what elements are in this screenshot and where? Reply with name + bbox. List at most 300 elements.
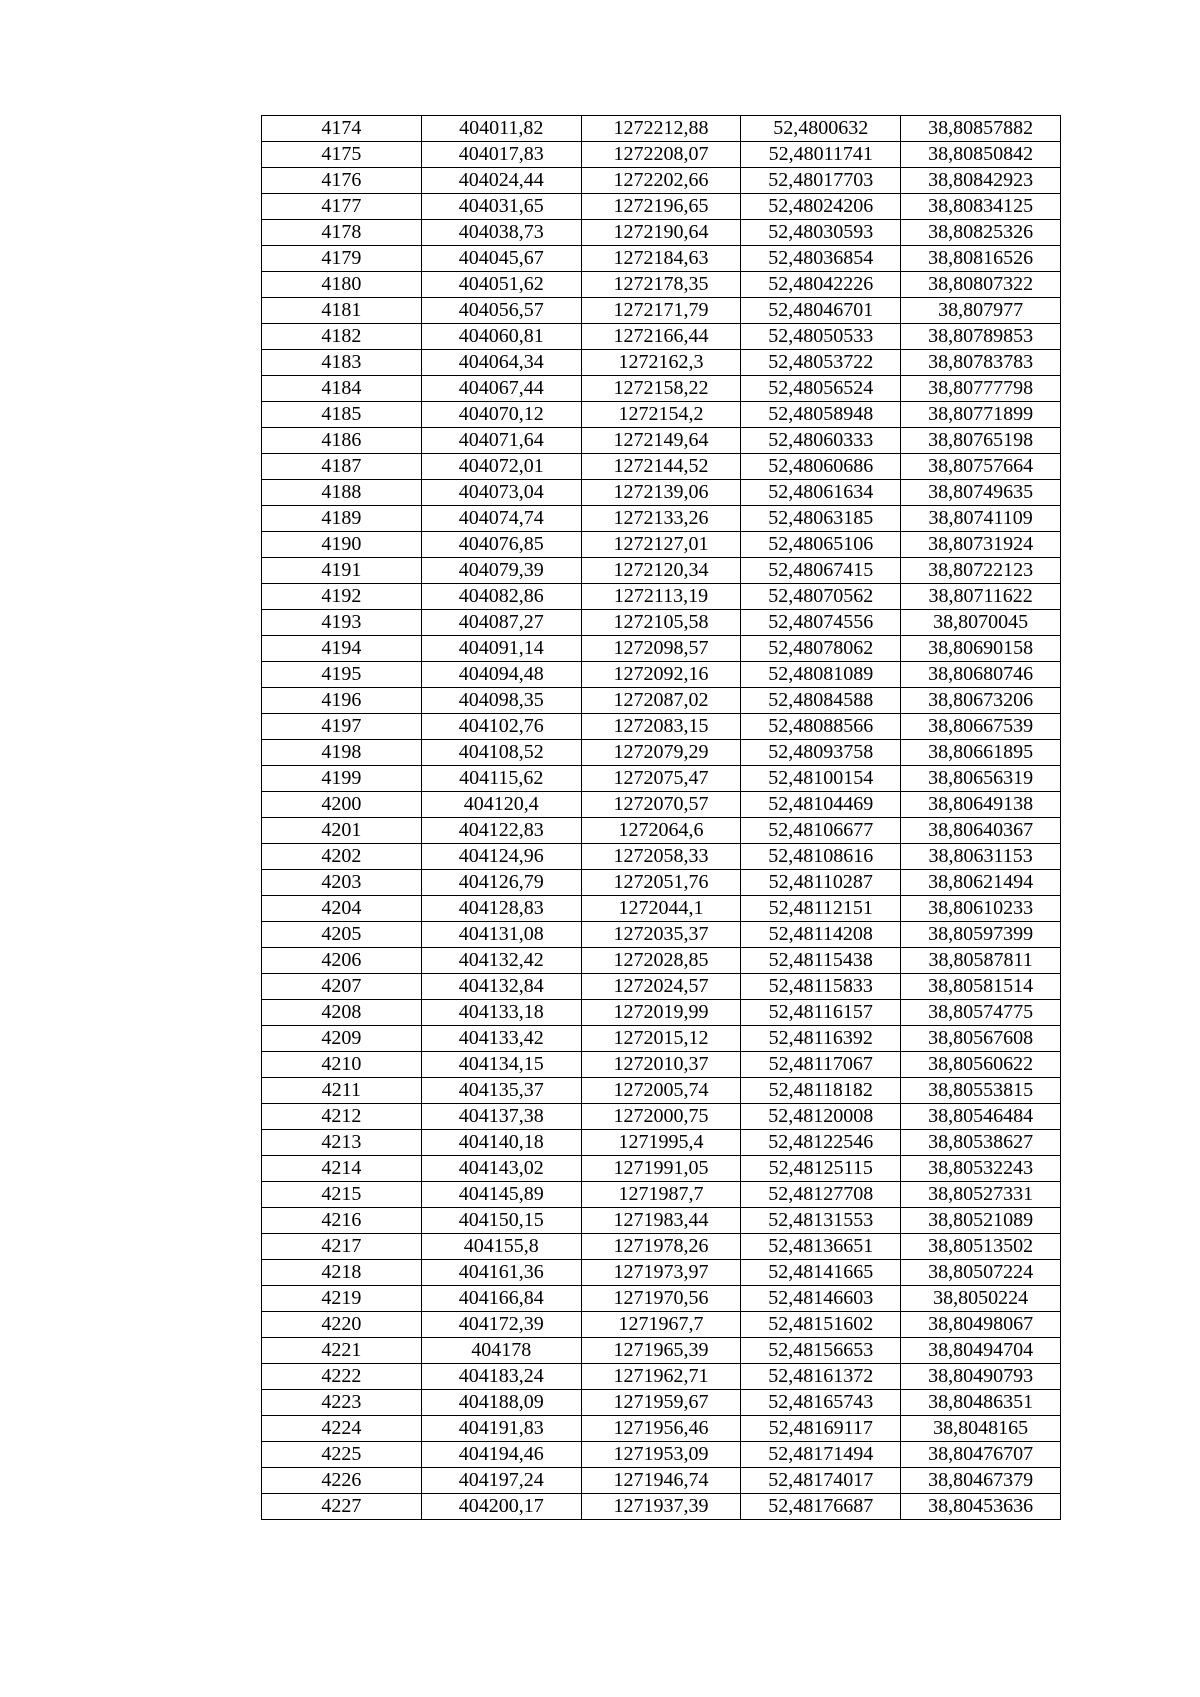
latitude-cell: 52,48067415 [741, 558, 901, 584]
y-coordinate-cell: 1272079,29 [581, 740, 741, 766]
x-coordinate-cell: 404188,09 [421, 1390, 581, 1416]
longitude-cell: 38,80834125 [901, 194, 1061, 220]
point-number-cell: 4177 [262, 194, 422, 220]
table-row [262, 1494, 1061, 1520]
latitude-cell: 52,48058948 [741, 402, 901, 428]
latitude-cell: 52,48100154 [741, 766, 901, 792]
point-number-cell: 4179 [262, 246, 422, 272]
latitude-cell: 52,48024206 [741, 194, 901, 220]
latitude-cell: 52,48146603 [741, 1286, 901, 1312]
x-coordinate-cell: 404122,83 [421, 818, 581, 844]
table-row [262, 1468, 1061, 1494]
latitude-cell: 52,48088566 [741, 714, 901, 740]
latitude-cell: 52,48060686 [741, 454, 901, 480]
latitude-cell: 52,48017703 [741, 168, 901, 194]
point-number-cell: 4181 [262, 298, 422, 324]
y-coordinate-cell: 1271956,46 [581, 1416, 741, 1442]
point-number-cell: 4191 [262, 558, 422, 584]
point-number-cell: 4198 [262, 740, 422, 766]
point-number-cell: 4197 [262, 714, 422, 740]
point-number-cell: 4224 [262, 1416, 422, 1442]
longitude-cell: 38,80789853 [901, 324, 1061, 350]
y-coordinate-cell: 1272015,12 [581, 1026, 741, 1052]
point-number-cell: 4219 [262, 1286, 422, 1312]
longitude-cell: 38,80486351 [901, 1390, 1061, 1416]
x-coordinate-cell: 404120,4 [421, 792, 581, 818]
longitude-cell: 38,80722123 [901, 558, 1061, 584]
table-row [262, 714, 1061, 740]
latitude-cell: 52,48053722 [741, 350, 901, 376]
y-coordinate-cell: 1272075,47 [581, 766, 741, 792]
x-coordinate-cell: 404045,67 [421, 246, 581, 272]
table-row [262, 1026, 1061, 1052]
y-coordinate-cell: 1271953,09 [581, 1442, 741, 1468]
longitude-cell: 38,80513502 [901, 1234, 1061, 1260]
x-coordinate-cell: 404191,83 [421, 1416, 581, 1442]
x-coordinate-cell: 404087,27 [421, 610, 581, 636]
y-coordinate-cell: 1271959,67 [581, 1390, 741, 1416]
x-coordinate-cell: 404064,34 [421, 350, 581, 376]
table-row [262, 948, 1061, 974]
point-number-cell: 4192 [262, 584, 422, 610]
y-coordinate-cell: 1272105,58 [581, 610, 741, 636]
x-coordinate-cell: 404038,73 [421, 220, 581, 246]
latitude-cell: 52,48112151 [741, 896, 901, 922]
point-number-cell: 4189 [262, 506, 422, 532]
longitude-cell: 38,80538627 [901, 1130, 1061, 1156]
y-coordinate-cell: 1271978,26 [581, 1234, 741, 1260]
y-coordinate-cell: 1271973,97 [581, 1260, 741, 1286]
longitude-cell: 38,80546484 [901, 1104, 1061, 1130]
x-coordinate-cell: 404134,15 [421, 1052, 581, 1078]
point-number-cell: 4178 [262, 220, 422, 246]
table-row [262, 1208, 1061, 1234]
y-coordinate-cell: 1272133,26 [581, 506, 741, 532]
y-coordinate-cell: 1272058,33 [581, 844, 741, 870]
y-coordinate-cell: 1272044,1 [581, 896, 741, 922]
y-coordinate-cell: 1272098,57 [581, 636, 741, 662]
longitude-cell: 38,80560622 [901, 1052, 1061, 1078]
table-row [262, 1338, 1061, 1364]
longitude-cell: 38,80567608 [901, 1026, 1061, 1052]
table-row [262, 1052, 1061, 1078]
point-number-cell: 4210 [262, 1052, 422, 1078]
point-number-cell: 4206 [262, 948, 422, 974]
point-number-cell: 4187 [262, 454, 422, 480]
table-row [262, 1286, 1061, 1312]
table-row [262, 610, 1061, 636]
latitude-cell: 52,4800632 [741, 116, 901, 142]
latitude-cell: 52,48110287 [741, 870, 901, 896]
x-coordinate-cell: 404017,83 [421, 142, 581, 168]
table-row [262, 506, 1061, 532]
point-number-cell: 4225 [262, 1442, 422, 1468]
table-row [262, 636, 1061, 662]
latitude-cell: 52,48120008 [741, 1104, 901, 1130]
longitude-cell: 38,80783783 [901, 350, 1061, 376]
latitude-cell: 52,48070562 [741, 584, 901, 610]
y-coordinate-cell: 1271991,05 [581, 1156, 741, 1182]
x-coordinate-cell: 404031,65 [421, 194, 581, 220]
longitude-cell: 38,80467379 [901, 1468, 1061, 1494]
latitude-cell: 52,48136651 [741, 1234, 901, 1260]
latitude-cell: 52,48060333 [741, 428, 901, 454]
latitude-cell: 52,48063185 [741, 506, 901, 532]
table-row [262, 584, 1061, 610]
point-number-cell: 4193 [262, 610, 422, 636]
point-number-cell: 4194 [262, 636, 422, 662]
x-coordinate-cell: 404178 [421, 1338, 581, 1364]
y-coordinate-cell: 1272028,85 [581, 948, 741, 974]
point-number-cell: 4208 [262, 1000, 422, 1026]
longitude-cell: 38,80597399 [901, 922, 1061, 948]
point-number-cell: 4221 [262, 1338, 422, 1364]
x-coordinate-cell: 404115,62 [421, 766, 581, 792]
point-number-cell: 4218 [262, 1260, 422, 1286]
point-number-cell: 4222 [262, 1364, 422, 1390]
y-coordinate-cell: 1272184,63 [581, 246, 741, 272]
table-row [262, 324, 1061, 350]
point-number-cell: 4205 [262, 922, 422, 948]
latitude-cell: 52,48106677 [741, 818, 901, 844]
y-coordinate-cell: 1271937,39 [581, 1494, 741, 1520]
longitude-cell: 38,80453636 [901, 1494, 1061, 1520]
latitude-cell: 52,48161372 [741, 1364, 901, 1390]
longitude-cell: 38,80777798 [901, 376, 1061, 402]
coordinates-table-body [262, 116, 1061, 1520]
point-number-cell: 4211 [262, 1078, 422, 1104]
longitude-cell: 38,807977 [901, 298, 1061, 324]
longitude-cell: 38,80527331 [901, 1182, 1061, 1208]
y-coordinate-cell: 1271967,7 [581, 1312, 741, 1338]
y-coordinate-cell: 1272127,01 [581, 532, 741, 558]
point-number-cell: 4220 [262, 1312, 422, 1338]
y-coordinate-cell: 1272158,22 [581, 376, 741, 402]
longitude-cell: 38,8048165 [901, 1416, 1061, 1442]
point-number-cell: 4213 [262, 1130, 422, 1156]
x-coordinate-cell: 404067,44 [421, 376, 581, 402]
table-row [262, 532, 1061, 558]
x-coordinate-cell: 404133,18 [421, 1000, 581, 1026]
latitude-cell: 52,48131553 [741, 1208, 901, 1234]
y-coordinate-cell: 1272024,57 [581, 974, 741, 1000]
latitude-cell: 52,48093758 [741, 740, 901, 766]
latitude-cell: 52,48056524 [741, 376, 901, 402]
point-number-cell: 4174 [262, 116, 422, 142]
y-coordinate-cell: 1272087,02 [581, 688, 741, 714]
longitude-cell: 38,80690158 [901, 636, 1061, 662]
latitude-cell: 52,48115438 [741, 948, 901, 974]
longitude-cell: 38,80661895 [901, 740, 1061, 766]
latitude-cell: 52,48108616 [741, 844, 901, 870]
x-coordinate-cell: 404108,52 [421, 740, 581, 766]
y-coordinate-cell: 1272196,65 [581, 194, 741, 220]
latitude-cell: 52,48171494 [741, 1442, 901, 1468]
point-number-cell: 4195 [262, 662, 422, 688]
y-coordinate-cell: 1272162,3 [581, 350, 741, 376]
table-row [262, 428, 1061, 454]
longitude-cell: 38,80711622 [901, 584, 1061, 610]
x-coordinate-cell: 404194,46 [421, 1442, 581, 1468]
x-coordinate-cell: 404197,24 [421, 1468, 581, 1494]
y-coordinate-cell: 1272005,74 [581, 1078, 741, 1104]
longitude-cell: 38,80490793 [901, 1364, 1061, 1390]
longitude-cell: 38,80553815 [901, 1078, 1061, 1104]
table-row [262, 272, 1061, 298]
table-row [262, 220, 1061, 246]
longitude-cell: 38,80757664 [901, 454, 1061, 480]
y-coordinate-cell: 1271983,44 [581, 1208, 741, 1234]
latitude-cell: 52,48151602 [741, 1312, 901, 1338]
y-coordinate-cell: 1272064,6 [581, 818, 741, 844]
table-row [262, 1078, 1061, 1104]
table-row [262, 1000, 1061, 1026]
y-coordinate-cell: 1271965,39 [581, 1338, 741, 1364]
x-coordinate-cell: 404070,12 [421, 402, 581, 428]
x-coordinate-cell: 404071,64 [421, 428, 581, 454]
x-coordinate-cell: 404091,14 [421, 636, 581, 662]
table-row [262, 298, 1061, 324]
x-coordinate-cell: 404172,39 [421, 1312, 581, 1338]
x-coordinate-cell: 404133,42 [421, 1026, 581, 1052]
point-number-cell: 4216 [262, 1208, 422, 1234]
y-coordinate-cell: 1272171,79 [581, 298, 741, 324]
longitude-cell: 38,80816526 [901, 246, 1061, 272]
table-row [262, 1260, 1061, 1286]
latitude-cell: 52,48174017 [741, 1468, 901, 1494]
point-number-cell: 4196 [262, 688, 422, 714]
x-coordinate-cell: 404082,86 [421, 584, 581, 610]
longitude-cell: 38,80741109 [901, 506, 1061, 532]
table-row [262, 116, 1061, 142]
x-coordinate-cell: 404131,08 [421, 922, 581, 948]
longitude-cell: 38,80850842 [901, 142, 1061, 168]
table-row [262, 688, 1061, 714]
point-number-cell: 4186 [262, 428, 422, 454]
y-coordinate-cell: 1272010,37 [581, 1052, 741, 1078]
longitude-cell: 38,80610233 [901, 896, 1061, 922]
point-number-cell: 4214 [262, 1156, 422, 1182]
latitude-cell: 52,48030593 [741, 220, 901, 246]
table-row [262, 1130, 1061, 1156]
latitude-cell: 52,48165743 [741, 1390, 901, 1416]
point-number-cell: 4212 [262, 1104, 422, 1130]
x-coordinate-cell: 404073,04 [421, 480, 581, 506]
y-coordinate-cell: 1272083,15 [581, 714, 741, 740]
y-coordinate-cell: 1272035,37 [581, 922, 741, 948]
table-row [262, 1156, 1061, 1182]
latitude-cell: 52,48061634 [741, 480, 901, 506]
point-number-cell: 4182 [262, 324, 422, 350]
x-coordinate-cell: 404183,24 [421, 1364, 581, 1390]
longitude-cell: 38,80765198 [901, 428, 1061, 454]
y-coordinate-cell: 1272051,76 [581, 870, 741, 896]
latitude-cell: 52,48042226 [741, 272, 901, 298]
x-coordinate-cell: 404124,96 [421, 844, 581, 870]
table-row [262, 1364, 1061, 1390]
x-coordinate-cell: 404094,48 [421, 662, 581, 688]
longitude-cell: 38,80476707 [901, 1442, 1061, 1468]
latitude-cell: 52,48116157 [741, 1000, 901, 1026]
y-coordinate-cell: 1272070,57 [581, 792, 741, 818]
point-number-cell: 4185 [262, 402, 422, 428]
x-coordinate-cell: 404074,74 [421, 506, 581, 532]
y-coordinate-cell: 1272154,2 [581, 402, 741, 428]
x-coordinate-cell: 404072,01 [421, 454, 581, 480]
table-row [262, 454, 1061, 480]
x-coordinate-cell: 404051,62 [421, 272, 581, 298]
table-row [262, 766, 1061, 792]
longitude-cell: 38,80673206 [901, 688, 1061, 714]
y-coordinate-cell: 1271962,71 [581, 1364, 741, 1390]
table-row [262, 1104, 1061, 1130]
longitude-cell: 38,80842923 [901, 168, 1061, 194]
table-row [262, 1234, 1061, 1260]
x-coordinate-cell: 404011,82 [421, 116, 581, 142]
longitude-cell: 38,80656319 [901, 766, 1061, 792]
x-coordinate-cell: 404079,39 [421, 558, 581, 584]
table-row [262, 922, 1061, 948]
point-number-cell: 4203 [262, 870, 422, 896]
table-row [262, 1416, 1061, 1442]
y-coordinate-cell: 1272019,99 [581, 1000, 741, 1026]
latitude-cell: 52,48117067 [741, 1052, 901, 1078]
latitude-cell: 52,48081089 [741, 662, 901, 688]
x-coordinate-cell: 404140,18 [421, 1130, 581, 1156]
longitude-cell: 38,80825326 [901, 220, 1061, 246]
table-row [262, 558, 1061, 584]
latitude-cell: 52,48114208 [741, 922, 901, 948]
table-row [262, 402, 1061, 428]
coordinates-table [261, 115, 1061, 1520]
longitude-cell: 38,80771899 [901, 402, 1061, 428]
longitude-cell: 38,80521089 [901, 1208, 1061, 1234]
longitude-cell: 38,80494704 [901, 1338, 1061, 1364]
y-coordinate-cell: 1272113,19 [581, 584, 741, 610]
latitude-cell: 52,48011741 [741, 142, 901, 168]
longitude-cell: 38,8050224 [901, 1286, 1061, 1312]
table-row [262, 194, 1061, 220]
x-coordinate-cell: 404137,38 [421, 1104, 581, 1130]
table-row [262, 792, 1061, 818]
point-number-cell: 4202 [262, 844, 422, 870]
table-row [262, 376, 1061, 402]
latitude-cell: 52,48156653 [741, 1338, 901, 1364]
y-coordinate-cell: 1272139,06 [581, 480, 741, 506]
table-row [262, 896, 1061, 922]
latitude-cell: 52,48122546 [741, 1130, 901, 1156]
table-row [262, 974, 1061, 1000]
table-row [262, 142, 1061, 168]
table-row [262, 350, 1061, 376]
latitude-cell: 52,48084588 [741, 688, 901, 714]
point-number-cell: 4200 [262, 792, 422, 818]
y-coordinate-cell: 1272166,44 [581, 324, 741, 350]
x-coordinate-cell: 404132,84 [421, 974, 581, 1000]
x-coordinate-cell: 404128,83 [421, 896, 581, 922]
x-coordinate-cell: 404200,17 [421, 1494, 581, 1520]
x-coordinate-cell: 404060,81 [421, 324, 581, 350]
longitude-cell: 38,80680746 [901, 662, 1061, 688]
y-coordinate-cell: 1272208,07 [581, 142, 741, 168]
point-number-cell: 4184 [262, 376, 422, 402]
x-coordinate-cell: 404102,76 [421, 714, 581, 740]
latitude-cell: 52,48046701 [741, 298, 901, 324]
point-number-cell: 4176 [262, 168, 422, 194]
x-coordinate-cell: 404143,02 [421, 1156, 581, 1182]
longitude-cell: 38,80631153 [901, 844, 1061, 870]
longitude-cell: 38,80649138 [901, 792, 1061, 818]
point-number-cell: 4201 [262, 818, 422, 844]
point-number-cell: 4199 [262, 766, 422, 792]
y-coordinate-cell: 1272120,34 [581, 558, 741, 584]
longitude-cell: 38,80749635 [901, 480, 1061, 506]
latitude-cell: 52,48118182 [741, 1078, 901, 1104]
x-coordinate-cell: 404126,79 [421, 870, 581, 896]
point-number-cell: 4209 [262, 1026, 422, 1052]
longitude-cell: 38,80667539 [901, 714, 1061, 740]
table-row [262, 1182, 1061, 1208]
table-row [262, 1312, 1061, 1338]
longitude-cell: 38,80574775 [901, 1000, 1061, 1026]
x-coordinate-cell: 404145,89 [421, 1182, 581, 1208]
x-coordinate-cell: 404076,85 [421, 532, 581, 558]
latitude-cell: 52,48127708 [741, 1182, 901, 1208]
table-row [262, 662, 1061, 688]
point-number-cell: 4223 [262, 1390, 422, 1416]
y-coordinate-cell: 1272178,35 [581, 272, 741, 298]
x-coordinate-cell: 404098,35 [421, 688, 581, 714]
table-row [262, 246, 1061, 272]
x-coordinate-cell: 404161,36 [421, 1260, 581, 1286]
y-coordinate-cell: 1271970,56 [581, 1286, 741, 1312]
y-coordinate-cell: 1272092,16 [581, 662, 741, 688]
x-coordinate-cell: 404155,8 [421, 1234, 581, 1260]
point-number-cell: 4190 [262, 532, 422, 558]
longitude-cell: 38,80587811 [901, 948, 1061, 974]
x-coordinate-cell: 404135,37 [421, 1078, 581, 1104]
x-coordinate-cell: 404056,57 [421, 298, 581, 324]
y-coordinate-cell: 1272190,64 [581, 220, 741, 246]
point-number-cell: 4175 [262, 142, 422, 168]
point-number-cell: 4207 [262, 974, 422, 1000]
longitude-cell: 38,80640367 [901, 818, 1061, 844]
table-row [262, 818, 1061, 844]
point-number-cell: 4227 [262, 1494, 422, 1520]
table-row [262, 1390, 1061, 1416]
latitude-cell: 52,48074556 [741, 610, 901, 636]
y-coordinate-cell: 1272149,64 [581, 428, 741, 454]
latitude-cell: 52,48116392 [741, 1026, 901, 1052]
longitude-cell: 38,80581514 [901, 974, 1061, 1000]
y-coordinate-cell: 1272000,75 [581, 1104, 741, 1130]
x-coordinate-cell: 404166,84 [421, 1286, 581, 1312]
latitude-cell: 52,48065106 [741, 532, 901, 558]
y-coordinate-cell: 1271987,7 [581, 1182, 741, 1208]
longitude-cell: 38,80532243 [901, 1156, 1061, 1182]
y-coordinate-cell: 1271946,74 [581, 1468, 741, 1494]
table-row [262, 740, 1061, 766]
latitude-cell: 52,48125115 [741, 1156, 901, 1182]
latitude-cell: 52,48036854 [741, 246, 901, 272]
longitude-cell: 38,80507224 [901, 1260, 1061, 1286]
longitude-cell: 38,80498067 [901, 1312, 1061, 1338]
point-number-cell: 4188 [262, 480, 422, 506]
longitude-cell: 38,80857882 [901, 116, 1061, 142]
point-number-cell: 4215 [262, 1182, 422, 1208]
latitude-cell: 52,48176687 [741, 1494, 901, 1520]
latitude-cell: 52,48115833 [741, 974, 901, 1000]
